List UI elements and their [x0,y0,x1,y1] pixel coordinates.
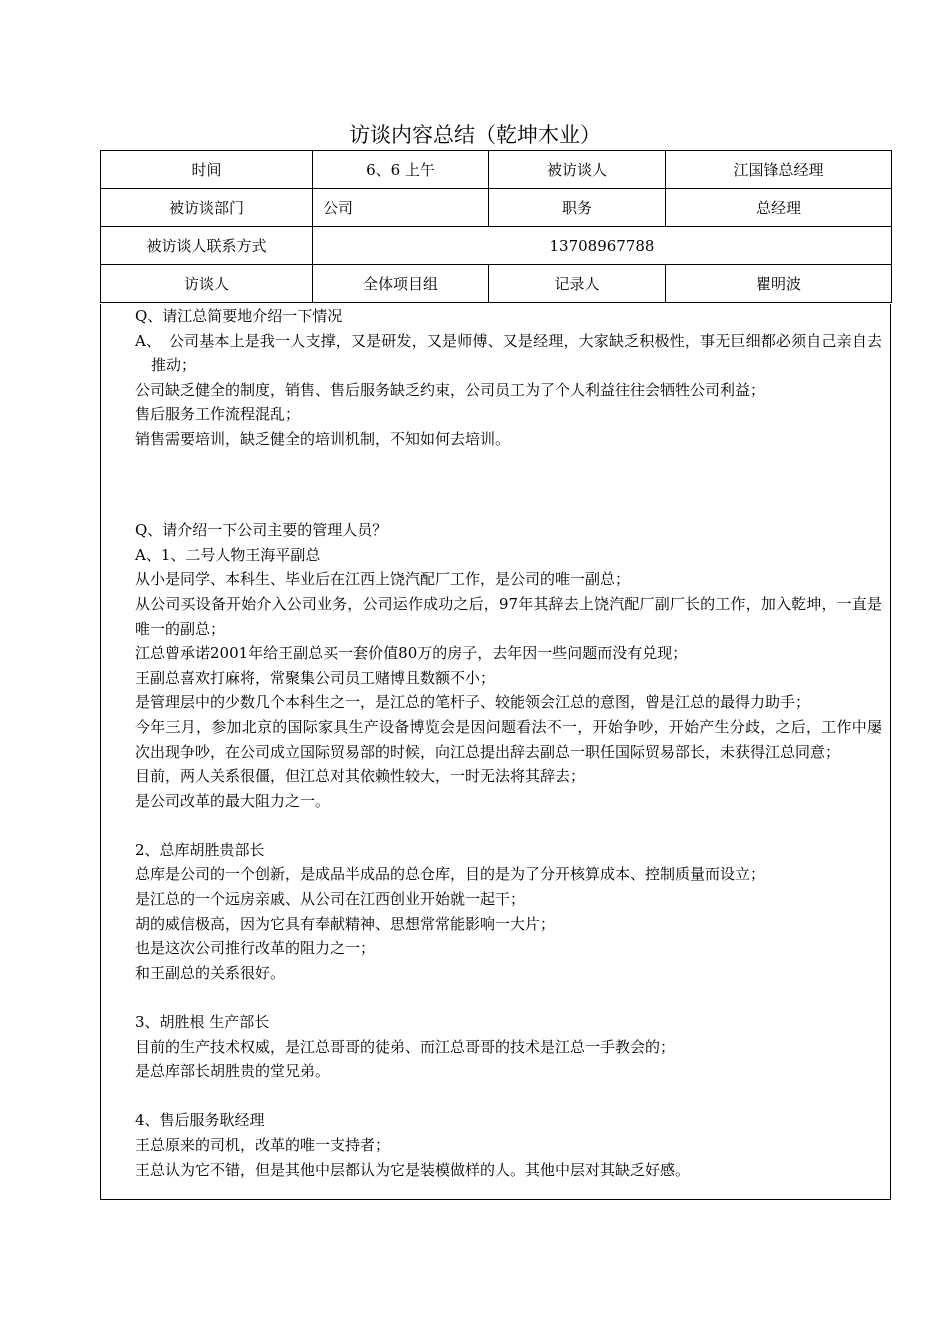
contact-value: 13708967788 [313,227,892,265]
paragraph-line: 总库是公司的一个创新，是成品半成品的总仓库，目的是为了分开核算成本、控制质量而设立； [135,865,766,884]
paragraph-line: 胡的威信极高，因为它具有奉献精神、思想常常能影响一大片； [135,914,556,933]
answer-1-line: 公司缺乏健全的制度，销售、售后服务缺乏约束，公司员工为了个人利益往往会牺牲公司利益； [135,380,766,399]
paragraph-line: 江总曾承诺2001年给王副总买一套价值80万的房子，去年因一些问题而没有兑现； [135,644,688,663]
answer-2-heading: A、1、二号人物王海平副总 [135,545,321,564]
document-title: 访谈内容总结（乾坤木业） [349,123,601,147]
department-label: 被访谈部门 [101,189,313,227]
interview-content [100,304,891,1200]
table-row [101,151,892,189]
paragraph-line: 今年三月，参加北京的国际家具生产设备博览会是因问题看法不一，开始争吵，开始产生分歧，之后，工作中屡次出现争吵，在公司成立国际贸易部的时候，向江总提出辞去副总一职任国际贸易部长，未获得江总同意； [135,717,882,761]
position-value: 总经理 [666,189,892,227]
section-heading: 4、售后服务耿经理 [135,1111,265,1130]
section-heading: 3、胡胜根 生产部长 [135,1013,270,1032]
paragraph-line: 是管理层中的少数几个本科生之一，是江总的笔杆子、较能领会江总的意图，曾是江总的最得力助手； [135,693,811,712]
answer-1-line: 销售需要培训，缺乏健全的培训机制，不知如何去培训。 [135,429,511,448]
answer-1: A、 公司基本上是我一人支撑，又是研发，又是师傅、又是经理，大家缺乏积极性，事无巨细都必须自己亲自去推动； [135,331,882,375]
time-value: 6、6 上午 [313,151,489,189]
paragraph-line: 王副总喜欢打麻将，常聚集公司员工赌博且数额不小； [135,668,496,687]
interview-info-table [100,150,892,303]
question-2: Q、请介绍一下公司主要的管理人员？ [135,521,388,540]
paragraph-line: 王总认为它不错，但是其他中层都认为它是装模做样的人。其他中层对其缺乏好感。 [135,1160,691,1179]
interviewee-label: 被访谈人 [489,151,666,189]
table-row [101,265,892,303]
interviewer-label: 访谈人 [101,265,313,303]
paragraph-line: 是总库部长胡胜贵的堂兄弟。 [135,1062,331,1081]
paragraph-line: 目前的生产技术权威，是江总哥哥的徒弟、而江总哥哥的技术是江总一手教会的； [135,1037,676,1056]
contact-label: 被访谈人联系方式 [101,227,313,265]
question-1: Q、请江总简要地介绍一下情况 [135,307,343,325]
answer-1-line: 售后服务工作流程混乱； [135,405,301,424]
table-row [101,189,892,227]
paragraph-line: 王总原来的司机，改革的唯一支持者； [135,1136,391,1154]
interviewee-value: 江国锋总经理 [666,151,892,189]
paragraph-line: 目前，两人关系很僵，但江总对其依赖性较大，一时无法将其辞去； [135,767,586,786]
time-label: 时间 [101,151,313,189]
paragraph-line: 从小是同学、本科生、毕业后在江西上饶汽配厂工作，是公司的唯一副总； [135,570,631,589]
paragraph-line: 是江总的一个远房亲戚、从公司在江西创业开始就一起干； [135,890,526,909]
recorder-value: 瞿明波 [666,265,892,303]
paragraph-line: 从公司买设备开始介入公司业务，公司运作成功之后，97年其辞去上饶汽配厂副厂长的工作，加入乾坤，一直是唯一的副总； [135,594,882,638]
table-row [101,227,892,265]
recorder-label: 记录人 [489,265,666,303]
paragraph-line: 也是这次公司推行改革的阻力之一； [135,939,376,958]
paragraph-line: 是公司改革的最大阻力之一。 [135,791,331,810]
paragraph-line: 和王副总的关系很好。 [135,963,286,982]
position-label: 职务 [489,189,666,227]
section-heading: 2、总库胡胜贵部长 [135,840,265,859]
interviewer-value: 全体项目组 [313,265,489,303]
department-value: 公司 [313,189,489,227]
